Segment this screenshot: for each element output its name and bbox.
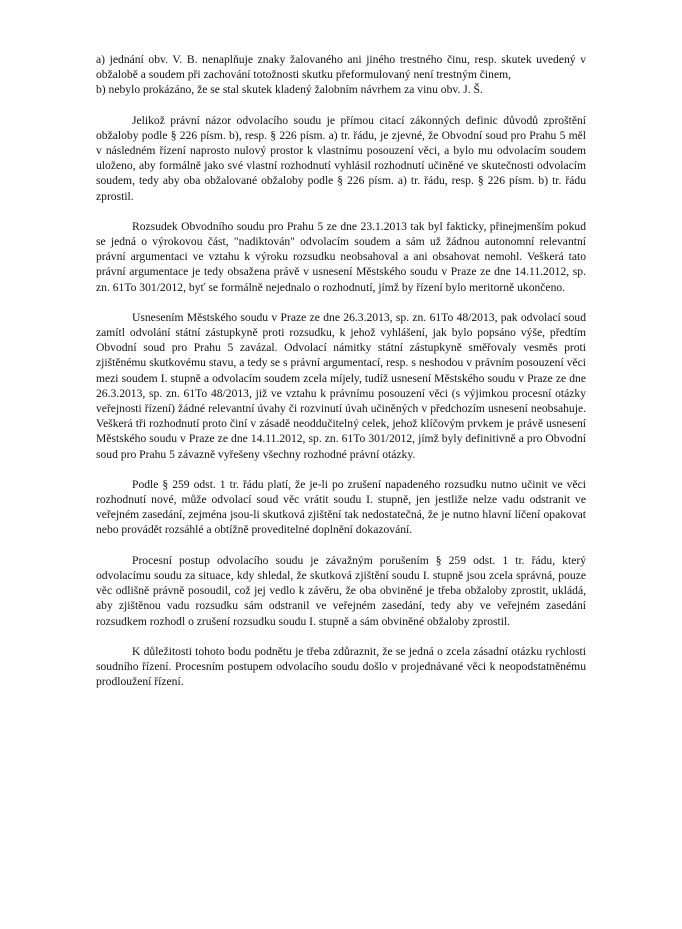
paragraph-5: Procesní postup odvolacího soudu je závažným porušením § 259 odst. 1 tr. řádu, který odvolacímu soudu za situace, kdy shledal, že skutková zjištění soudu I. stupně jsou zcela správná, pouze věc odlišně právně posoudil, což jej vedlo k závěru, že oba obviněné je třeba obžaloby zprostit, ukládá, aby zjištěnou vadu rozsudku sám odstranil ve veřejném zasedání, tedy aby ve veřejném zasedání rozsudkem rozhodl o zrušení rozsudku soudu I. stupně a sám obviněné obžaloby zprostil. [96,553,586,628]
paragraph-3: Usnesením Městského soudu v Praze ze dne 26.3.2013, sp. zn. 61To 48/2013, pak odvolací soud zamítl odvolání státní zástupkyně proti rozsudku, k jehož vyhlášení, jak bylo popsáno výše, předtím Obvodní soud pro Prahu 5 zavázal. Odvolací námitky státní zástupkyně směřovaly vesměs proti zjištěnému skutkovému stavu, a tedy se s právní argumentací, resp. s neshodou v právním posouzení věci mezi soudem I. stupně a odvolacím soudem zcela míjely, tudíž usnesení Městského soudu v Praze ze dne 26.3.2013, sp. zn. 61To 48/2013, již ve vztahu k právnímu posouzení věci (s výjimkou procesní otázky veřejnosti řízení) žádné relevantní úvahy či rozvinutí úvah učiněných v předchozím usnesení neobsahuje. Veškerá tři rozhodnutí proto činí v zásadě neoddučitelný celek, jehož klíčovým prvkem je právě usnesení Městského soudu v Praze ze dne 14.11.2012, sp. zn. 61To 301/2012, jímž byly definitivně a pro Obvodní soud pro Prahu 5 závazně vyřešeny všechny rozhodné právní otázky. [96,310,586,461]
document-body [96,52,586,689]
list-item-b: b) nebylo prokázáno, že se stal skutek kladený žalobním návrhem za vinu obv. J. Š. [96,83,483,97]
paragraph-4: Podle § 259 odst. 1 tr. řádu platí, že je-li po zrušení napadeného rozsudku nutno učinit ve věci rozhodnutí nové, může odvolací soud věc vrátit soudu I. stupně, jen jestliže nelze vadu odstranit ve veřejném zasedání, zejména jsou-li skutková zjištění tak nedostatečná, že je nutno hlavní líčení opakovat nebo provádět rozsáhlé a obtížně proveditelné doplnění dokazování. [96,477,586,537]
list-item-a: a) jednání obv. V. B. nenaplňuje znaky žalovaného ani jiného trestného činu, resp. skutek uvedený v obžalobě a soudem při zachování totožnosti skutku přeformulovaný není trestným činem, [96,53,586,82]
paragraph-2: Rozsudek Obvodního soudu pro Prahu 5 ze dne 23.1.2013 tak byl fakticky, přinejmenším pokud se jedná o výrokovou část, "nadiktován" odvolacím soudem a sám už žádnou autonomní relevantní právní argumentaci ve vztahu k výroku rozsudku neobsahoval a ani obsahovat nemohl. Veškerá tato právní argumentace je tedy obsažena právě v usnesení Městského soudu v Praze ze dne 14.11.2012, sp. zn. 61To 301/2012, byť se formálně nejednalo o rozhodnutí, jímž by řízení bylo meritorně ukončeno. [96,219,586,294]
paragraph-6: K důležitosti tohoto bodu podnětu je třeba zdůraznit, že se jedná o zcela zásadní otázku rychlosti soudního řízení. Procesním postupem odvolacího soudu došlo v projednávané věci k neopodstatněnému prodloužení řízení. [96,644,586,689]
paragraph-1: Jelikož právní názor odvolacího soudu je přímou citací zákonných definic důvodů zproštění obžaloby podle § 226 písm. b), resp. § 226 písm. a) tr. řádu, je zjevné, že Obvodní soud pro Prahu 5 měl v následném řízení naprosto nulový prostor k vlastnímu posouzení věci, a bylo mu odvolacím soudem uloženo, aby formálně jako své vlastní rozhodnutí vyhlásil rozhodnutí učiněné ve skutečnosti odvolacím soudem, tedy aby oba obžalované obžaloby podle § 226 písm. a) tr. řádu, resp. § 226 písm. b) tr. řádu zprostil. [96,113,586,203]
